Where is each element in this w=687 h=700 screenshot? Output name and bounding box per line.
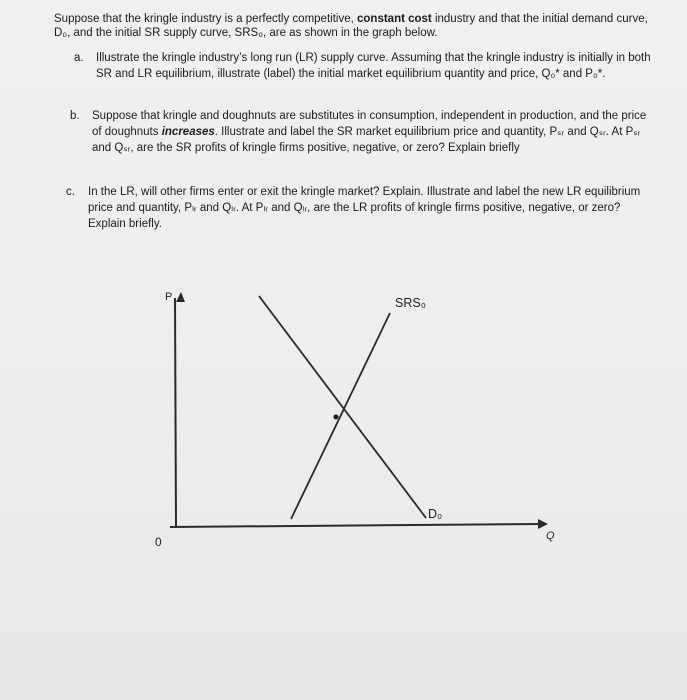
question-b-letter: b. [70, 110, 80, 122]
question-b-text-1: Suppose that kringle and doughnuts are substitutes in consumption, independent in production, and the price of doughnuts [92, 110, 647, 138]
question-b-bold-text: increases [161, 126, 215, 138]
y-axis-label: P [165, 291, 173, 303]
question-b-text-2: . Illustrate and label the SR market equilibrium price and quantity, Pₛᵣ and Qₛᵣ. At Pₛᵣ and Qₛᵣ, are the SR profits of kringle firms positive, negative, or zero? Explain briefly [92, 126, 641, 154]
question-c-text-1: In the LR, will other firms enter or exit the kringle market? Explain. Illustrate and label the new LR equilibrium price and quantity, Pₗᵣ and Qₗᵣ. At Pₗᵣ and Qₗᵣ, are the LR profits of kringle firms positive, negative, or zero? Explain briefly. [88, 186, 641, 230]
x-axis-label: Q [546, 530, 555, 542]
intro-bold-text: constant cost [357, 13, 432, 25]
x-axis [170, 524, 540, 527]
origin-label: 0 [155, 535, 162, 549]
question-a-text-1: Illustrate the kringle industry’s long run (LR) supply curve. Assuming that the kringle industry is initially in both SR and LR equilibrium, illustrate (label) the initial market equilibrium quantity and price, Q₀* and P₀*. [96, 52, 651, 80]
supply-curve-label: SRS₀ [395, 296, 426, 310]
equilibrium-point [334, 415, 339, 420]
question-c-letter: c. [66, 186, 75, 198]
y-axis-arrow-icon [176, 292, 185, 302]
question-a-letter: a. [74, 52, 84, 64]
intro-text-1: Suppose that the kringle industry is a perfectly competitive, [54, 13, 357, 25]
y-axis [175, 298, 176, 528]
demand-curve [259, 296, 426, 518]
intro-text-2: industry and that the initial demand curve, D₀, and the initial SR supply curve, SRS₀, are as shown in the graph below. [54, 13, 648, 39]
supply-curve [291, 313, 390, 519]
demand-curve-label: D₀ [428, 507, 443, 521]
x-axis-arrow-icon [538, 519, 548, 529]
